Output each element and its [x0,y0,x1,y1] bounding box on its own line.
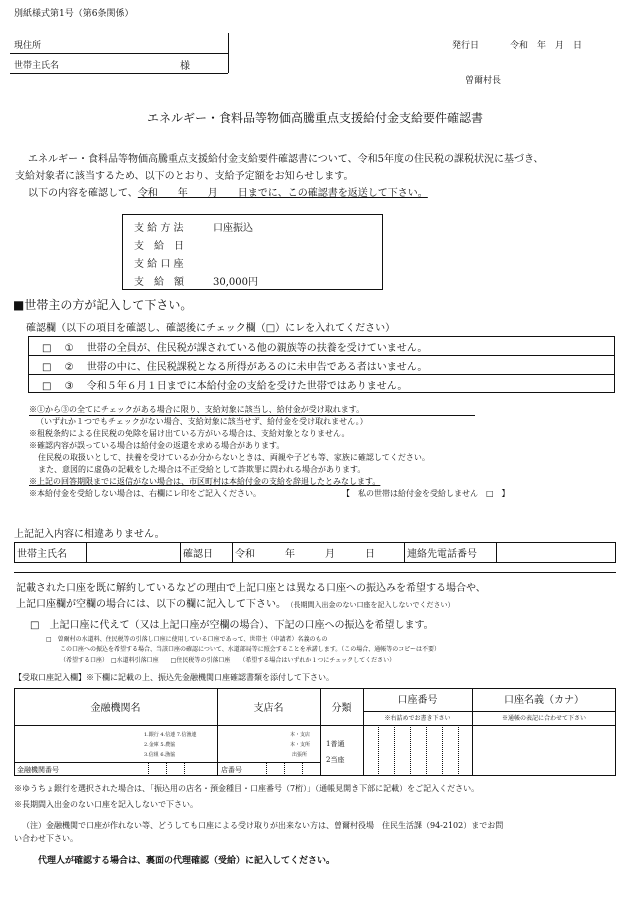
col-account-number-note: ※右詰めでお書き下さい [384,715,451,722]
intro-line-2: 支給対象者に該当するため、以下のとおり、支給予定額をお知らせします。 [15,171,354,182]
acct-type-ordinary[interactable]: 1普通 [326,740,345,748]
sign-name-field[interactable] [87,543,181,563]
note-8: ※本給付金を受給しない場合は、右欄にレ印をご記入ください。 [29,489,261,498]
branch-code-digit-1[interactable] [266,762,267,776]
issue-date-label: 発行日 [452,41,480,51]
alt-account-line-2-small: （長期間入出金のない口座を記入しないでください） [290,601,455,609]
payment-account-label: 支 給 口 座 [134,259,184,270]
branch-type-2[interactable]: 本・支所 [290,742,311,748]
decline-option[interactable]: 【 私の世帯は給付金を受給しません □ 】 [342,489,510,498]
alt-sub-line-3[interactable]: （希望する口座） □水道料引落口座 □住民税等の引落口座 （希望する場合はいずれか１つにチェックしてください） [60,657,396,664]
col-bank-name: 金融機関名 [90,703,141,714]
acct-digit-4[interactable] [426,725,427,776]
bank-instruction: 【受取口座記入欄】※下欄に記載の上、振込先金融機関口座確認書類を添付して下さい。 [14,673,334,682]
footer-note-3a: （注）金融機関で口座が作れない等、どうしても口座による受け取りが出来ない方は、曽爾村役場 住民生活課（94-2102）までお問 [22,821,504,830]
footer-note-2: ※長期間入出金のない口座を記入しないで下さい。 [14,800,198,809]
intro-line-3a: 以下の内容を確認して、 [28,188,138,199]
acct-digit-3[interactable] [410,725,411,776]
item-1-text: 世帯の全員が、住民税が課されている他の親族等の扶養を受けていません。 [86,343,428,354]
section-head-heading: ■世帯主の方が記入して下さい。 [13,298,193,312]
acct-digit-5[interactable] [442,725,443,776]
bank-code-digit-3[interactable] [184,762,185,776]
checklist-item-1[interactable] [42,339,427,354]
col-type: 分類 [331,703,352,714]
checkbox-3[interactable]: □ [42,381,52,392]
payment-date-label: 支 給 日 [134,241,184,252]
branch-code-digit-2[interactable] [284,762,285,776]
item-3-text: 令和５年６月１日までに本給付金の支給を受けた世帯ではありません。 [86,381,408,392]
sign-date-field[interactable]: 令和 年 月 日 [233,543,405,563]
head-name-label: 世帯主氏名 [14,61,60,71]
account-header-split [363,711,616,712]
signature-row [14,542,616,563]
head-name-underline [10,73,228,74]
bank-code-digit-1[interactable] [148,762,149,776]
item-1-number: ① [64,343,74,354]
form-number: 別紙様式第1号（第6条関係） [14,9,134,19]
payment-amount-label: 支 給 額 [134,277,184,288]
bank-type-row-2[interactable]: 2.金庫 5.農協 [144,742,176,748]
sama-suffix: 様 [180,61,190,72]
alt-sub-line-1[interactable]: □ 曽爾村の水道料、住民税等の引落し口座に使用している口座であって、世帯主（申請者）名義のもの [46,636,328,643]
footer-note-1: ※ゆうちょ銀行を選択された場合は、「振込用の店名・預金種目・口座番号（7桁）」（通帳見開き下部に記載）をご記入ください。 [14,784,480,793]
section-divider [14,572,616,573]
bank-header-bottom [14,725,616,726]
checkbox-1[interactable]: □ [42,343,52,354]
col-branch-name: 支店名 [253,703,284,714]
bank-type-row-1[interactable]: 1.銀行 4.信連 7.信漁連 [144,732,197,738]
sign-phone-label: 連絡先電話番号 [405,543,497,563]
col-holder: 口座名義（カナ） [504,695,584,706]
branch-type-1[interactable]: 本・支店 [290,732,311,738]
sign-phone-field[interactable] [497,543,616,563]
branch-code-digit-3[interactable] [302,762,303,776]
alt-sub-line-2: この口座への振込を希望する場合、当該口座の確認について、水道部局等に照会することを承諾します。（この場合、通帳等のコピーは不要） [60,646,441,653]
acct-digit-1[interactable] [378,725,379,776]
checklist-divider-1 [28,355,615,356]
checklist-divider-2 [28,374,615,375]
acct-type-current[interactable]: 2当座 [326,756,345,764]
acct-digit-6[interactable] [458,725,459,776]
sign-name-label: 世帯主氏名 [15,543,87,563]
note-4: ※確認内容が誤っている場合は給付金の返還を求める場合があります。 [29,441,285,450]
check-instruction: 確認欄（以下の項目を確認し、確認後にチェック欄（□）にレを入れてください） [26,323,396,334]
note-5: 住民税の取扱いとして、扶養を受けているか分からないときは、両親や子ども等、家族に確認してください。 [38,453,430,462]
alt-account-option[interactable]: □ 上記口座に代えて（又は上記口座が空欄の場合）、下記の口座への振込を希望します。 [30,620,434,631]
checklist-item-2[interactable] [42,358,427,373]
bank-type-row-3[interactable]: 3.信組 6.漁協 [144,752,176,758]
acct-digit-2[interactable] [394,725,395,776]
footer-note-3b: い合わせ下さい。 [14,834,78,843]
payment-method-value: 口座振込 [213,223,253,234]
note-1: ※①から③の全てにチェックがある場合に限り、支給対象に該当し、給付金が受け取れます。 [29,405,365,414]
address-underline [10,53,228,54]
proxy-note: 代理人が確認する場合は、裏面の代理確認（受給）に記入してください。 [38,856,336,866]
issuer-name: 曽爾村長 [465,76,502,86]
address-label: 現住所 [14,41,42,51]
document-title: エネルギー・食料品等物価高騰重点支援給付金支給要件確認書 [146,111,483,125]
checkbox-2[interactable]: □ [42,362,52,373]
bank-code-digit-2[interactable] [166,762,167,776]
confirm-statement: 上記記入内容に相違ありません。 [14,529,165,540]
alt-account-line-1: 記載された口座を既に解約しているなどの理由で上記口座とは異なる口座への振込みを希望する場合や、 [16,583,486,594]
item-2-text: 世帯の中に、住民税課税となる所得があるのに未申告である者はいません。 [86,362,428,373]
note-6: また、意図的に虚偽の記載をした場合は不正受給として詐欺罪に問われる場合があります。 [38,465,366,474]
checklist-item-3[interactable] [42,377,407,392]
sign-date-label: 確認日 [181,543,233,563]
payment-amount-value: 30,000円 [213,277,258,288]
alt-account-line-2 [16,595,455,610]
col-account-number: 口座番号 [397,695,438,706]
note-7: ※上記の回答期限までに返信がない場合は、市区町村は本給付金の支給を辞退したとみなします。 [29,477,381,486]
issue-date-value: 令和 年 月 日 [510,41,583,51]
note-3: ※租税条約による住民税の免除を届け出ている方がいる場合は、支給対象となりません。 [29,429,350,438]
alt-account-line-2-main: 上記口座欄が空欄の場合には、以下の欄に記入して下さい。 [16,599,286,610]
item-2-number: ② [64,362,74,373]
branch-code-label: 店番号 [221,766,242,774]
intro-line-1: エネルギー・食料品等物価高騰重点支援給付金支給要件確認書について、令和5年度の住民税の課税状況に基づき、 [28,154,544,165]
bank-code-row-top [14,762,320,763]
payment-method-label: 支 給 方 法 [134,223,184,234]
branch-type-3[interactable]: 出張所 [292,752,308,758]
note-2: （いずれか１つでもチェックがない場合、支給対象に該当せず、給付金を受け取れません。） [36,417,368,426]
col-holder-note: ※通帳の表記に合わせて下さい [501,715,586,722]
item-3-number: ③ [64,381,74,392]
intro-line-3 [28,184,428,199]
return-deadline: 令和 年 月 日までに、この確認書を返送して下さい。 [137,188,428,199]
address-box-edge [228,33,229,73]
bank-code-label: 金融機関番号 [17,766,59,774]
